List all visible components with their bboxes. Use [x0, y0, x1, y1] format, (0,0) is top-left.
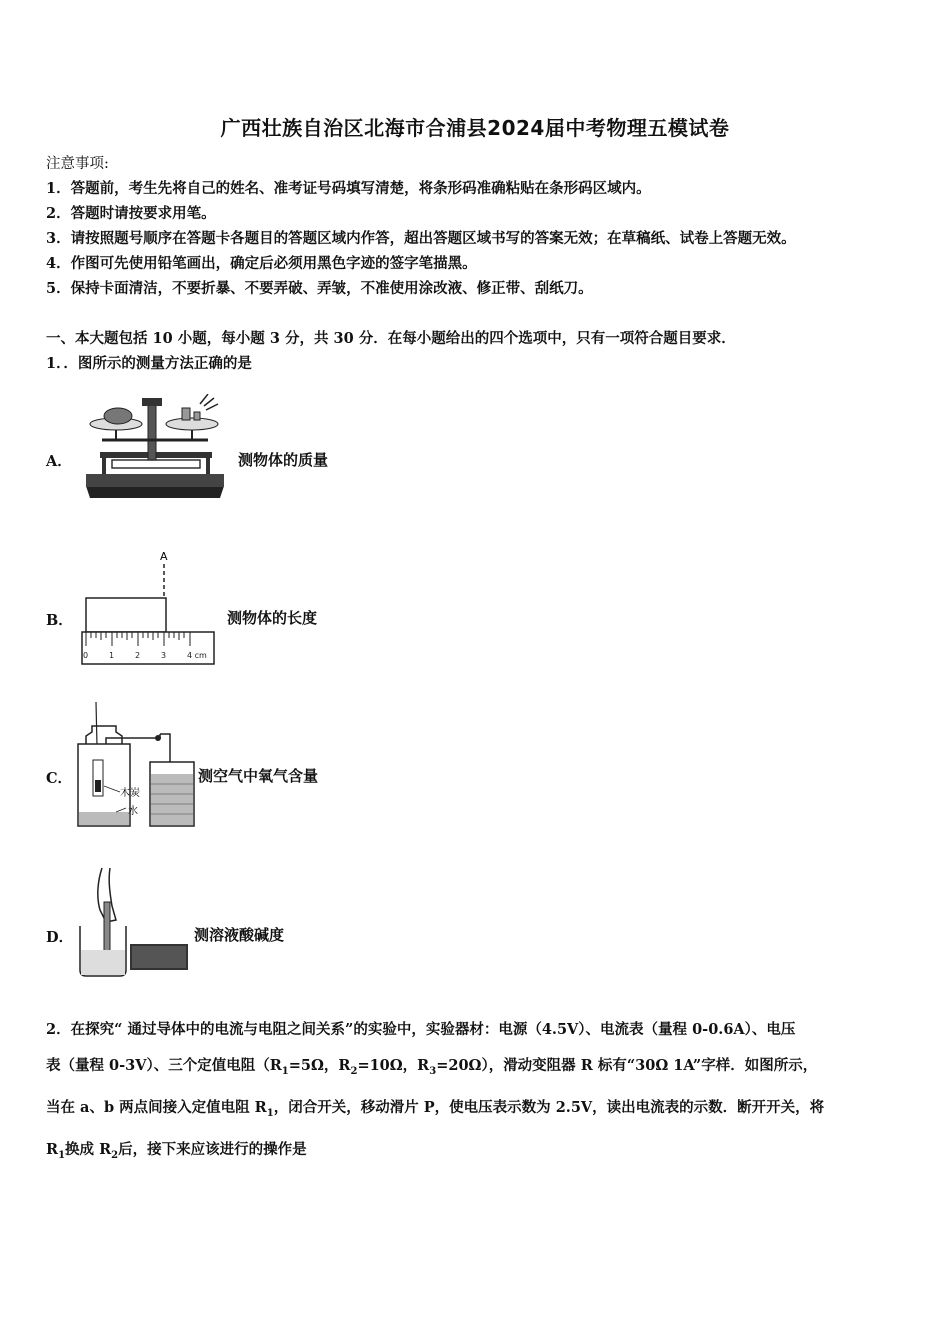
option-c-label: C．	[46, 770, 73, 787]
question-2	[46, 1012, 910, 1174]
arrow-letter: A	[160, 550, 168, 563]
ruler-tick-0: 0	[83, 651, 89, 660]
option-a-text: 测物体的质量	[238, 451, 329, 469]
q2-line-2: 表（量程 0-3V）、三个定值电阻（$R_1=5\Omega$，$R_2=10\Omega$，$R_3=20\Omega$），滑动变阻器 R 标有“30Ω 1A”字样．如图所示，	[46, 1057, 818, 1077]
option-c-text: 测空气中氧气含量	[198, 767, 319, 785]
section-header: 一、本大题包括 10 小题，每小题 3 分，共 30 分．在每小题给出的四个选项中，只有一项符合题目要求．	[46, 330, 736, 347]
option-d-text: 测溶液酸碱度	[194, 926, 285, 944]
water-label: 水	[128, 806, 138, 817]
notice-item-1: 1．答题前，考生先将自己的姓名、准考证号码填写清楚，将条形码准确粘贴在条形码区域内。	[46, 180, 651, 197]
ruler-tick-1: 1	[109, 651, 115, 660]
option-a-label: A．	[46, 453, 72, 470]
notice-item-5: 5．保持卡面清洁，不要折暴、不要弄破、弄皱，不准使用涂改液、修正带、刮纸刀。	[46, 280, 593, 297]
option-b-text: 测物体的长度	[227, 609, 318, 627]
ruler-figure	[78, 548, 218, 668]
q2-line-4: $R_1$换成 $R_2$后，接下来应该进行的操作是	[46, 1140, 307, 1161]
q2-line-3: 当在 a、b 两点间接入定值电阻 $R_1$，闭合开关，移动滑片 P，使电压表示数为 2.5V，读出电流表的示数．断开开关，将	[46, 1098, 825, 1119]
notice-heading: 注意事项:	[46, 156, 109, 172]
question-1-stem: 1．．图所示的测量方法正确的是	[46, 355, 252, 372]
notice-item-2: 2．答题时请按要求用笔。	[46, 205, 216, 222]
q2-line-1: 2．在探究“ 通过导体中的电流与电阻之间关系”的实验中，实验器材：电源（4.5V）、电流表（量程 0-0.6A）、电压	[46, 1021, 796, 1038]
notice-item-3: 3．请按照题号顺序在答题卡各题目的答题区域内作答，超出答题区域书写的答案无效；在草稿纸、试卷上答题无效。	[46, 230, 796, 247]
option-d-label: D．	[46, 929, 74, 946]
oxygen-apparatus-figure	[76, 700, 198, 830]
option-b-label: B．	[46, 612, 73, 629]
ph-test-figure	[76, 866, 190, 978]
balance-scale-figure	[82, 394, 230, 500]
ruler-tick-2: 2	[135, 651, 141, 660]
ruler-tick-4: 4 cm	[187, 651, 207, 660]
page-title: 广西壮族自治区北海市合浦县2024届中考物理五模试卷	[220, 116, 730, 140]
ruler-tick-3: 3	[161, 651, 167, 660]
notice-item-4: 4．作图可先使用铅笔画出，确定后必须用黑色字迹的签字笔描黑。	[46, 255, 477, 272]
charcoal-label: 木炭	[120, 788, 140, 799]
